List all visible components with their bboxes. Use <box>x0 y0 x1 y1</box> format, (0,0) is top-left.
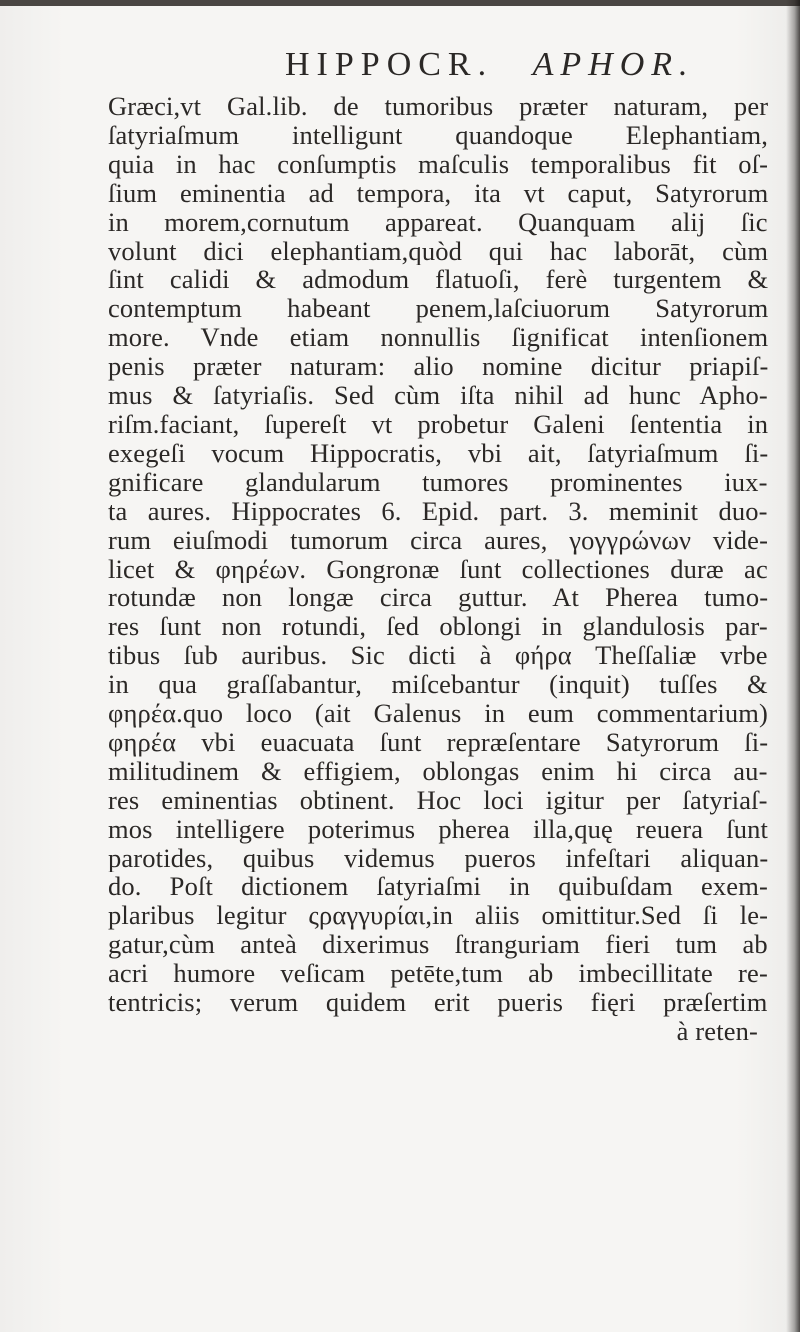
text-line: Græci,vt Gal.lib. de tumoribus præter naturam, per <box>108 92 768 121</box>
running-header-left: HIPPOCR. <box>285 46 494 83</box>
text-line: rum eiuſmodi tumorum circa aures, γογγρώνων vide- <box>108 525 768 555</box>
text-line: acri humore veſicam petēte,tum ab imbecillitate re- <box>108 959 768 989</box>
text-line: tibus ſub auribus. Sic dicti à φήρα Theſſaliæ vrbe <box>108 641 768 671</box>
text-line: parotides, quibus videmus pueros infeſtari aliquan- <box>108 843 768 873</box>
text-line: ſium eminentia ad tempora, ita vt caput, Satyrorum <box>108 178 768 208</box>
text-line: φηρέα.quo loco (ait Galenus in eum commentarium) <box>108 699 768 728</box>
text-line: quia in hac conſumptis maſculis temporalibus fit oſ- <box>108 149 768 179</box>
text-line: riſm.faciant, ſupereſt vt probetur Galeni ſententia in <box>108 409 768 439</box>
catchword: à reten- <box>676 1017 758 1046</box>
text-line: exegeſi vocum Hippocratis, vbi ait, ſatyriaſmum ſi- <box>108 438 768 468</box>
running-header-right: APHOR. <box>532 46 695 83</box>
text-line: tentricis; verum quidem erit pueris fięri præſertim <box>108 988 768 1017</box>
text-line: ſatyriaſmum intelligunt quandoque Elephantiam, <box>108 120 768 150</box>
text-line: militudinem & effigiem, oblongas enim hi circa au- <box>108 756 768 786</box>
text-line: res eminentias obtinent. Hoc loci igitur per ſatyriaſ- <box>108 785 768 815</box>
text-line: do. Poſt dictionem ſatyriaſmi in quibuſdam exem- <box>108 872 768 902</box>
text-line: contemptum habeant penem,laſciuorum Satyrorum <box>108 294 768 324</box>
text-line: in morem,cornutum appareat. Quanquam alij ſic <box>108 207 768 237</box>
page-top-edge <box>0 0 800 6</box>
text-line: φηρέα vbi euacuata ſunt repræſentare Satyrorum ſi- <box>108 727 768 757</box>
text-line: mos intelligere poterimus pherea illa,quę reuera ſunt <box>108 814 768 844</box>
text-line: mus & ſatyriaſis. Sed cùm iſta nihil ad hunc Apho- <box>108 381 768 410</box>
text-line: ta aures. Hippocrates 6. Epid. part. 3. meminit duo- <box>108 496 768 526</box>
text-line: gatur,cùm anteà dixerimus ſtranguriam fieri tum ab <box>108 930 768 960</box>
body-text <box>108 92 768 1046</box>
running-header <box>285 46 695 84</box>
text-line: in qua graſſabantur, miſcebantur (inquit) tuſſes & <box>108 670 768 700</box>
text-line: ſint calidi & admodum flatuoſi, ferè turgentem & <box>108 265 768 295</box>
book-spine-shadow <box>786 0 800 1332</box>
text-line: licet & φηρέων. Gongronæ ſunt collectiones duræ ac <box>108 554 768 584</box>
text-line: volunt dici elephantiam,quòd qui hac laborāt, cùm <box>108 236 768 266</box>
text-line: more. Vnde etiam nonnullis ſignificat intenſionem <box>108 323 768 353</box>
text-line: rotundæ non longæ circa guttur. At Pherea tumo- <box>108 583 768 613</box>
text-line: plaribus legitur ςραγγυρίαι,in aliis omittitur.Sed ſi le- <box>108 901 768 931</box>
text-line: gnificare glandularum tumores prominentes iux- <box>108 467 768 497</box>
text-line: res ſunt non rotundi, ſed oblongi in glandulosis par- <box>108 612 768 642</box>
text-line: penis præter naturam: alio nomine dicitur priapiſ- <box>108 352 768 382</box>
